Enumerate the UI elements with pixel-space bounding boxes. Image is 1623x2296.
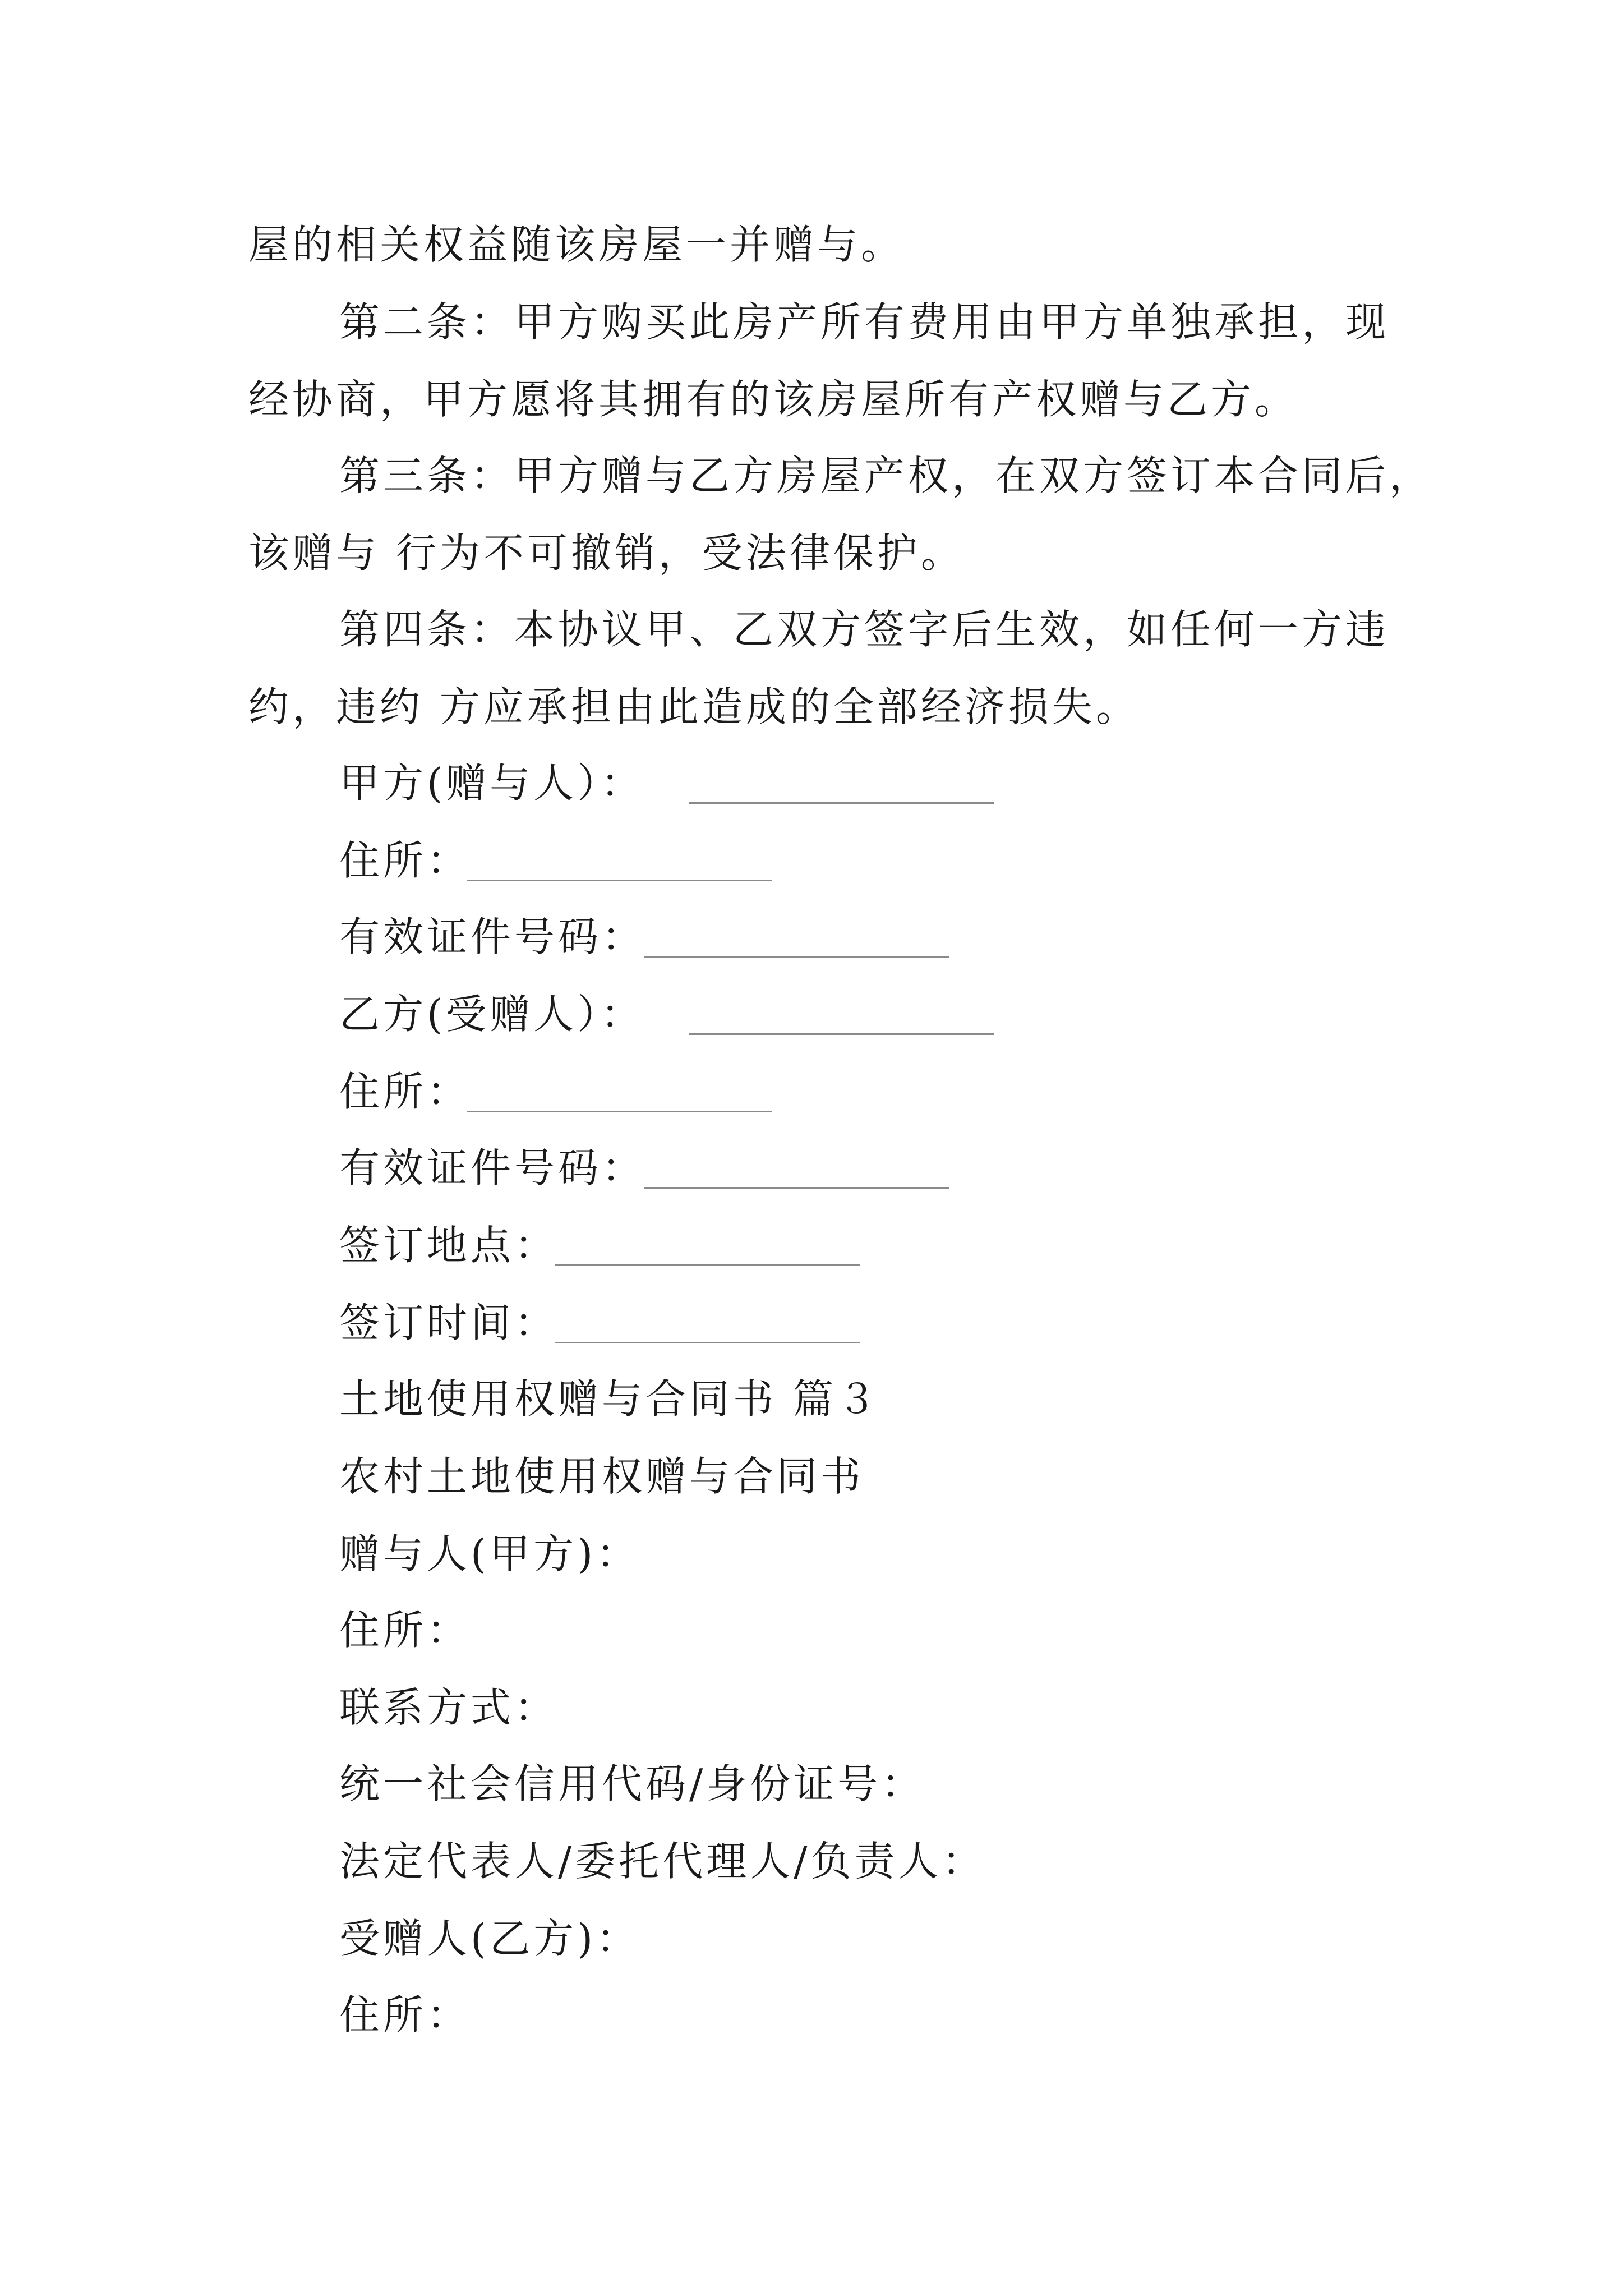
donor-address-label: 住所： (339, 1607, 471, 1654)
party-a-id-label: 有效证件号码： (339, 913, 646, 960)
donee-address-label: 住所： (339, 1991, 471, 2039)
article-4-line-1: 第四条：本协议甲、乙双方签字后生效，如任何一方违 (339, 606, 1390, 653)
article-2-line-1: 第二条：甲方购买此房产所有费用由甲方单独承担，现 (339, 298, 1390, 346)
article-4-line-2: 约，违约 方应承担由此造成的全部经济损失。 (248, 683, 1140, 730)
party-a-blank-line (689, 802, 994, 804)
contact-label: 联系方式： (339, 1684, 559, 1731)
article-1-continuation: 屋的相关权益随该房屋一并赠与。 (248, 221, 905, 268)
party-b-id-blank-line (644, 1187, 949, 1189)
party-a-label: 甲方(赠与人）： (339, 760, 645, 807)
article-3-line-1: 第三条：甲方赠与乙方房屋产权，在双方签订本合同后， (339, 452, 1433, 499)
section-3-title: 农村土地使用权赠与合同书 (339, 1453, 865, 1500)
sign-time-label: 签订时间： (339, 1299, 559, 1346)
sign-place-label: 签订地点： (339, 1222, 559, 1269)
sign-place-blank-line (555, 1264, 860, 1266)
representative-label: 法定代表人/委托代理人/负责人： (339, 1838, 986, 1885)
party-a-address-blank-line (467, 880, 772, 881)
donor-label: 赠与人(甲方)： (339, 1530, 640, 1577)
party-b-label: 乙方(受赠人）： (339, 991, 645, 1038)
party-a-address-label: 住所： (339, 837, 471, 884)
party-b-blank-line (689, 1033, 994, 1035)
party-a-id-blank-line (644, 956, 949, 958)
credit-code-label: 统一社会信用代码/身份证号： (339, 1760, 925, 1807)
article-2-line-2: 经协商，甲方愿将其拥有的该房屋所有产权赠与乙方。 (248, 376, 1299, 423)
party-b-address-label: 住所： (339, 1068, 471, 1115)
sign-time-blank-line (555, 1342, 860, 1343)
article-3-line-2: 该赠与 行为不可撤销，受法律保护。 (248, 530, 965, 577)
party-b-id-label: 有效证件号码： (339, 1144, 646, 1191)
section-3-heading: 土地使用权赠与合同书 篇３ (339, 1375, 880, 1423)
party-b-address-blank-line (467, 1111, 772, 1112)
donee-label: 受赠人(乙方)： (339, 1915, 640, 1962)
